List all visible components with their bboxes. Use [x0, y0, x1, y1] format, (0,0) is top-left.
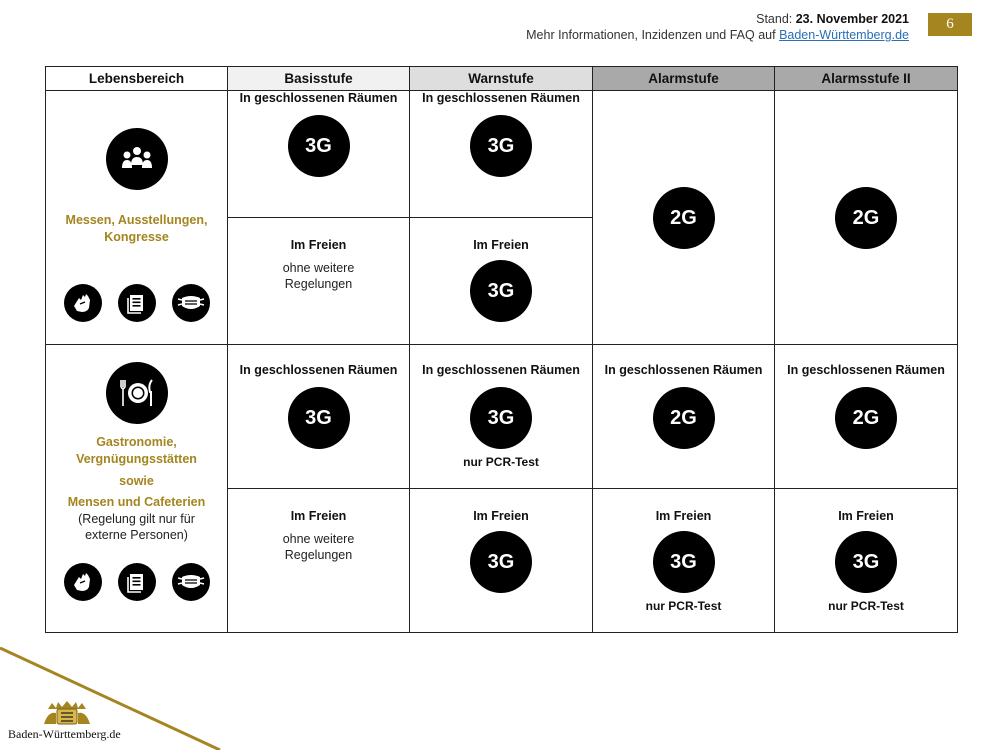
stand-line: [526, 11, 909, 27]
area-gastro: [46, 345, 228, 633]
rule-badge: 3G: [288, 115, 350, 177]
rule-badge: 2G: [653, 187, 715, 249]
location-label: In geschlossenen Räumen: [422, 363, 580, 377]
rule-text: ohne weitere Regelungen: [282, 261, 355, 291]
rules-table: [45, 66, 958, 633]
document-icon: [118, 563, 156, 601]
messen-basis-indoor: [228, 91, 410, 218]
info-prefix: Mehr Informationen, Inzidenzen und FAQ auf: [526, 28, 776, 42]
area-label-gastro-2: sowie: [119, 474, 154, 488]
stand-date: 23. November 2021: [795, 12, 909, 26]
table-row: [46, 91, 958, 218]
header-info: [526, 11, 909, 43]
col-alarmstufe-2: Alarmsstufe II: [775, 67, 958, 91]
location-label: In geschlossenen Räumen: [239, 363, 398, 377]
messen-warn-outdoor: [410, 218, 593, 345]
location-label: Im Freien: [290, 238, 347, 252]
rule-badge: 3G: [288, 387, 350, 449]
hand-hygiene-icon: [64, 563, 102, 601]
rule-badge: 2G: [835, 187, 897, 249]
gastro-alarm2-indoor: [775, 345, 958, 489]
rule-note: nur PCR-Test: [645, 599, 722, 613]
gastro-alarm2-outdoor: [775, 489, 958, 633]
col-lebensbereich: Lebensbereich: [46, 67, 228, 91]
messen-warn-indoor: [410, 91, 593, 218]
rule-badge: 2G: [835, 387, 897, 449]
location-label: Im Freien: [655, 509, 712, 523]
mask-icon: [172, 563, 210, 601]
table-row: [46, 345, 958, 489]
people-icon: [106, 128, 168, 190]
messen-alarm2: [775, 91, 958, 345]
gastro-warn-indoor: [410, 345, 593, 489]
footer-logo-text: Baden-Württemberg.de: [8, 727, 121, 741]
area-label-messen: Messen, Ausstellungen, Kongresse: [65, 213, 208, 244]
info-link[interactable]: Baden-Württemberg.de: [779, 28, 909, 42]
measure-icons: [64, 284, 210, 322]
messen-basis-outdoor: [228, 218, 410, 345]
area-note: (Regelung gilt nur für externe Personen): [78, 512, 195, 542]
location-label: Im Freien: [473, 238, 529, 252]
rule-badge: 3G: [470, 115, 532, 177]
rule-badge: 2G: [653, 387, 715, 449]
rule-badge: 3G: [470, 531, 532, 593]
gastro-basis-indoor: [228, 345, 410, 489]
location-label: In geschlossenen Räumen: [604, 363, 763, 377]
document-icon: [118, 284, 156, 322]
header-row: [46, 67, 958, 91]
rule-badge: 3G: [835, 531, 897, 593]
gastro-alarm-indoor: [593, 345, 775, 489]
gastro-basis-outdoor: [228, 489, 410, 633]
col-basisstufe: Basisstufe: [228, 67, 410, 91]
measure-icons: [64, 563, 210, 601]
page-number: 6: [928, 13, 972, 36]
rule-badge: 3G: [470, 260, 532, 322]
stand-label: Stand:: [756, 12, 793, 26]
rule-text: ohne weitere Regelungen: [282, 532, 355, 562]
area-messen: [46, 91, 228, 345]
location-label: Im Freien: [290, 509, 347, 523]
area-label-gastro-3: Mensen und Cafeterien: [67, 495, 206, 509]
rule-badge: 3G: [653, 531, 715, 593]
gastro-alarm-outdoor: [593, 489, 775, 633]
col-warnstufe: Warnstufe: [410, 67, 593, 91]
area-label-gastro-1: Gastronomie, Vergnügungsstätten: [76, 435, 197, 466]
rule-note: nur PCR-Test: [463, 455, 539, 469]
hand-hygiene-icon: [64, 284, 102, 322]
location-label: In geschlossenen Räumen: [422, 91, 580, 105]
location-label: Im Freien: [838, 509, 894, 523]
col-alarmstufe: Alarmstufe: [593, 67, 775, 91]
info-line: [526, 27, 909, 43]
location-label: Im Freien: [473, 509, 529, 523]
mask-icon: [172, 284, 210, 322]
location-label: In geschlossenen Räumen: [787, 363, 945, 377]
location-label: In geschlossenen Räumen: [239, 91, 398, 105]
rule-badge: 3G: [470, 387, 532, 449]
gastro-warn-outdoor: [410, 489, 593, 633]
messen-alarm: [593, 91, 775, 345]
rule-note: nur PCR-Test: [828, 599, 904, 613]
restaurant-icon: [106, 362, 168, 424]
